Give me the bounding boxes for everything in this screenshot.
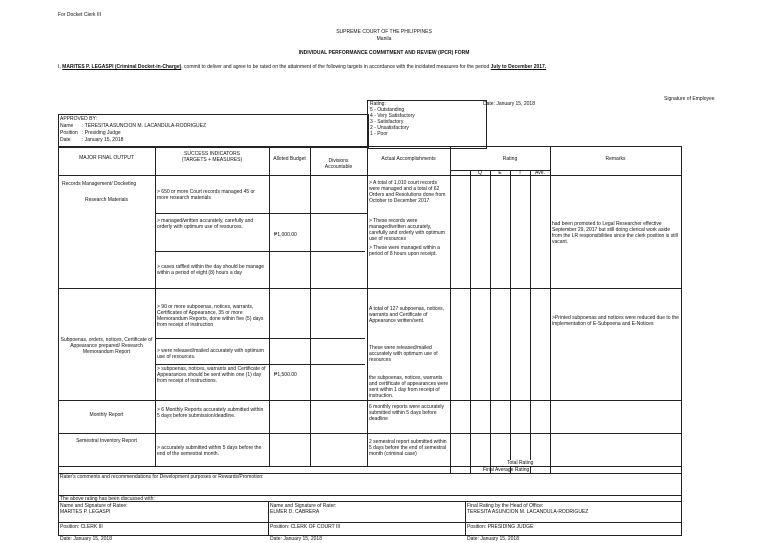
employee-name: MARITES P. LEGASPI (Criminal Docket-in-Charge): [62, 64, 182, 70]
approved-position: : Presiding Judge: [82, 130, 121, 136]
si-semestral: > accurately submitted within 5 days before the end of the semestral month.: [157, 445, 262, 457]
final-average-rating: Final Average Rating: [483, 467, 530, 473]
budget-subpoenas: ₱1,500.00: [274, 372, 297, 378]
aa-managed: > These records were managed/written accurately, carefully and orderly with optimum use of resources: [369, 218, 445, 242]
header-e: E: [498, 170, 502, 176]
mfo-monthly: Monthly Report: [89, 412, 124, 418]
header-success-indicators: SUCCESS INDICATORS (TARGETS + MEASURES): [181, 151, 243, 163]
rater-comments-label: Rater's comments and recommendations for Development purposes or Rewards/Promotion:: [60, 474, 264, 480]
si-monthly: > 6 Monthly Reports accurately submitted within 5 days before submission/deadline.: [157, 407, 264, 419]
total-rating: Total Rating: [507, 460, 534, 466]
approved-date-label: Date: [60, 137, 71, 143]
ratee-position: Position: CLERK III: [60, 524, 103, 530]
records-management-heading: Records Management/ Docketing: [62, 181, 137, 187]
rating-period: July to December 2017.: [490, 64, 547, 70]
docket-label: For Docket Clerk III: [58, 12, 102, 18]
approved-position-label: Position: [60, 130, 78, 136]
budget-research: ₱1,000.00: [274, 232, 297, 238]
date-top: Date: January 15, 2018: [483, 101, 535, 107]
remarks-promotion: had been promoted to Legal Researcher effective September 29, 2017 but still doing clerical work aside from the LR responsibilities since the clerk position is still vacant.: [552, 221, 678, 245]
si-subpoenas: > 90 or more subpoenas, notices, warrants, Certificates of Appearance, 35 or more Memorandum Reports, done within five (5) days from receipt of instruction: [157, 304, 264, 328]
header-mfo: MAJOR FINAL OUTPUT: [79, 155, 134, 161]
discussed-with: The above rating has been discussed with:: [60, 496, 155, 502]
header-t: T: [518, 170, 522, 176]
si-released: > were released/mailed accurately with optimum use of resources.: [157, 348, 264, 360]
aa-sent-within-day: the subpoenas, notices, warrants and certificate of appearances were sent within 1 day from receipt of instruction.: [369, 375, 449, 399]
rater-position: Position: CLERK OF COURT III: [270, 524, 341, 530]
header-divisions: Divisions Accountable: [324, 158, 353, 170]
rater-label: Name and Signature of Rater:: [270, 503, 337, 509]
si-records: > 650 or more Court records managed 45 or more research materials: [157, 189, 255, 201]
si-raffled: > cases raffled within the day should be manage within a period of eight (8) hours a day: [157, 264, 265, 276]
head-date: Date: January 15, 2018: [467, 536, 519, 542]
aa-subpoenas: A total of 127 subpoenas, notices, warrants and Certificate of Appearance written/sent.: [369, 306, 445, 324]
si-sent-within-day: > subpoenas, notices, warrants and Certificate of Appearances should be sent within one (1) day from receipt of instructions.: [157, 366, 266, 384]
header-budget: Alloted Budget: [273, 156, 306, 162]
form-title: INDIVIDUAL PERFORMANCE COMMITMENT AND REVIEW (IPCR) FORM: [298, 50, 470, 56]
si-managed: > managed/written accurately, carefully and orderly with optimum use of resources.: [157, 218, 254, 230]
rater-name: ELMER D. CABRERA: [270, 509, 320, 515]
aa-released: These were released/mailed accurately with optimum use of resources: [369, 345, 438, 363]
header-rating: Rating: [502, 156, 518, 162]
rater-date: Date: January 15, 2018: [270, 536, 322, 542]
approved-date: : January 15, 2018: [82, 137, 124, 143]
approved-label: APPROVED BY:: [60, 116, 97, 122]
head-label: Final Rating by the Head of Office:: [467, 503, 544, 509]
mfo-semestral: Semestral Inventory Report: [76, 438, 137, 444]
aa-monthly: 6 monthly reports were accurately submitted within 5 days before deadline: [369, 404, 445, 422]
court-city: Manila: [376, 36, 392, 42]
header-q: Q: [478, 170, 482, 176]
rating-scale-box: Rating: 5 - Outstanding 4 - Very Satisfactory 3 - Satisfactory 2 - Unsatisfactory 1 - Poor: [367, 100, 487, 149]
mfo-research: Research Materials: [84, 197, 129, 203]
signature-of-employee: Signature of Employee: [664, 96, 715, 102]
header-ave: Ave.: [535, 170, 545, 176]
head-position: Position: PRESIDING JUDGE: [467, 524, 534, 530]
commitment-statement: I, MARITES P. LEGASPI (Criminal Docket-in-Charge), commit to deliver and agree to be rated on the attainment of the following targets in accordance with the incidated measures for the period July to December 2017.: [58, 64, 547, 70]
approved-name: : TERESITA ASUNCION M. LACANDULA-RODRIGUEZ: [82, 123, 207, 129]
approved-name-label: Name: [60, 123, 74, 129]
court-name: SUPREME COURT OF THE PHILIPPINES: [336, 29, 432, 35]
head-name: TERESITA ASUNCION M. LACANDULA-RODRIGUEZ: [467, 509, 589, 515]
aa-records: > A total of 1,010 court records were managed and a total of 62 Orders and Resolutions done from October to December 2017.: [369, 180, 446, 204]
mfo-subpoenas: Subpoenas, orders, notices, Certificate of Appearance prepared/ Research Memorandum Report: [60, 337, 153, 355]
header-actual: Actual Accomplishments: [381, 156, 436, 162]
aa-within-8-hours: > These were managed within a period of 8 hours upon receipt.: [369, 245, 440, 257]
ratee-name: MARITES P. LEGASPI: [60, 509, 111, 515]
header-remarks: Remarks: [605, 156, 626, 162]
aa-semestral: 2 semestral report submitted within 5 days before the end of semestral month (criminal case): [369, 439, 447, 457]
ratee-label: Name and Signature of Ratee:: [60, 503, 128, 509]
ratee-date: Date: January 15, 2018: [60, 536, 112, 542]
remarks-e-subpoena: >Printed subpoenas and notices were reduced due to the implementation of E-Subpoena and E-Notices: [552, 315, 679, 327]
